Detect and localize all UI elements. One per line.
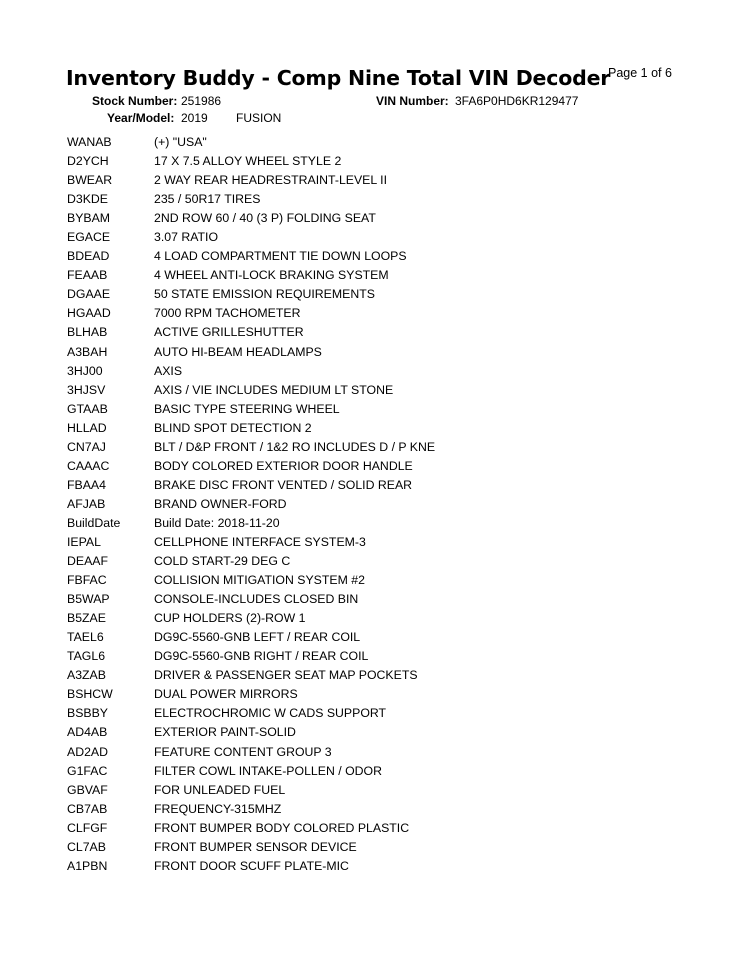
option-code: CLFGF bbox=[67, 820, 108, 835]
option-description: FRONT BUMPER BODY COLORED PLASTIC bbox=[154, 820, 410, 835]
option-code: CL7AB bbox=[67, 839, 106, 854]
option-code: G1FAC bbox=[67, 763, 108, 778]
option-description: BODY COLORED EXTERIOR DOOR HANDLE bbox=[154, 458, 413, 473]
option-description: 4 LOAD COMPARTMENT TIE DOWN LOOPS bbox=[154, 249, 407, 264]
stock-number-label: Stock Number: bbox=[92, 94, 178, 108]
option-description: FREQUENCY-315MHZ bbox=[154, 801, 282, 816]
option-code: AD2AD bbox=[67, 744, 109, 759]
option-code: BWEAR bbox=[67, 173, 113, 188]
option-description: DRIVER & PASSENGER SEAT MAP POCKETS bbox=[154, 668, 418, 683]
option-code: D2YCH bbox=[67, 154, 109, 169]
option-code: B5ZAE bbox=[67, 611, 106, 626]
option-code: CN7AJ bbox=[67, 439, 106, 454]
option-description: FRONT DOOR SCUFF PLATE-MIC bbox=[154, 858, 349, 873]
option-code: AFJAB bbox=[67, 496, 106, 511]
document-title: Inventory Buddy - Comp Nine Total VIN Decoder bbox=[66, 66, 611, 90]
option-description: 4 WHEEL ANTI-LOCK BRAKING SYSTEM bbox=[154, 268, 389, 283]
option-description: 50 STATE EMISSION REQUIREMENTS bbox=[154, 287, 375, 302]
option-description: BLIND SPOT DETECTION 2 bbox=[154, 420, 312, 435]
year-value: 2019 bbox=[181, 111, 208, 125]
option-description: COLD START-29 DEG C bbox=[154, 554, 291, 569]
option-code: BLHAB bbox=[67, 325, 108, 340]
option-description: FOR UNLEADED FUEL bbox=[154, 782, 286, 797]
option-code: A1PBN bbox=[67, 858, 108, 873]
option-code: EGACE bbox=[67, 230, 111, 245]
option-description: ACTIVE GRILLESHUTTER bbox=[154, 325, 304, 340]
option-code: HGAAD bbox=[67, 306, 111, 321]
option-code: BYBAM bbox=[67, 211, 111, 226]
option-description: 235 / 50R17 TIRES bbox=[154, 192, 261, 207]
option-description: 2ND ROW 60 / 40 (3 P) FOLDING SEAT bbox=[154, 211, 376, 226]
option-description: Build Date: 2018-11-20 bbox=[154, 515, 280, 530]
option-code: 3HJ00 bbox=[67, 363, 103, 378]
option-code: 3HJSV bbox=[67, 382, 106, 397]
option-code: CAAAC bbox=[67, 458, 110, 473]
option-code: DEAAF bbox=[67, 554, 108, 569]
page-indicator: Page 1 of 6 bbox=[608, 66, 672, 80]
option-description: 3.07 RATIO bbox=[154, 230, 219, 245]
option-code: D3KDE bbox=[67, 192, 109, 207]
option-description: COLLISION MITIGATION SYSTEM #2 bbox=[154, 573, 365, 588]
option-description: FRONT BUMPER SENSOR DEVICE bbox=[154, 839, 357, 854]
option-description: BRAND OWNER-FORD bbox=[154, 496, 287, 511]
option-code: A3ZAB bbox=[67, 668, 106, 683]
year-model-label: Year/Model: bbox=[107, 111, 175, 125]
option-description: AXIS bbox=[154, 363, 183, 378]
option-code: FBFAC bbox=[67, 573, 107, 588]
option-code: GTAAB bbox=[67, 401, 108, 416]
option-code: FBAA4 bbox=[67, 477, 106, 492]
vin-label: VIN Number: bbox=[376, 94, 449, 108]
option-description: 2 WAY REAR HEADRESTRAINT-LEVEL II bbox=[154, 173, 388, 188]
option-description: (+) "USA" bbox=[154, 135, 207, 149]
option-code: DGAAE bbox=[67, 287, 111, 302]
option-code: WANAB bbox=[67, 135, 112, 149]
option-description: AUTO HI-BEAM HEADLAMPS bbox=[154, 344, 322, 359]
model-value: FUSION bbox=[236, 111, 282, 125]
option-description: CELLPHONE INTERFACE SYSTEM-3 bbox=[154, 534, 366, 549]
option-description: DG9C-5560-GNB RIGHT / REAR COIL bbox=[154, 649, 369, 664]
option-description: BRAKE DISC FRONT VENTED / SOLID REAR bbox=[154, 477, 413, 492]
option-code: A3BAH bbox=[67, 344, 108, 359]
option-description: 7000 RPM TACHOMETER bbox=[154, 306, 301, 321]
option-description: FEATURE CONTENT GROUP 3 bbox=[154, 744, 332, 759]
option-code: CB7AB bbox=[67, 801, 108, 816]
option-description: EXTERIOR PAINT-SOLID bbox=[154, 725, 296, 740]
option-code: GBVAF bbox=[67, 782, 108, 797]
stock-number-value: 251986 bbox=[181, 94, 222, 108]
option-description: FILTER COWL INTAKE-POLLEN / ODOR bbox=[154, 763, 382, 778]
option-code: BuildDate bbox=[67, 515, 121, 530]
vin-value: 3FA6P0HD6KR129477 bbox=[455, 94, 579, 108]
option-code: IEPAL bbox=[67, 534, 101, 549]
option-description: AXIS / VIE INCLUDES MEDIUM LT STONE bbox=[154, 382, 394, 397]
option-description: ELECTROCHROMIC W CADS SUPPORT bbox=[154, 706, 387, 721]
option-code: BSBBY bbox=[67, 706, 109, 721]
option-description: CONSOLE-INCLUDES CLOSED BIN bbox=[154, 592, 359, 607]
option-code: HLLAD bbox=[67, 420, 107, 435]
option-code: AD4AB bbox=[67, 725, 108, 740]
option-code: BDEAD bbox=[67, 249, 110, 264]
option-description: BASIC TYPE STEERING WHEEL bbox=[154, 401, 340, 416]
option-code: BSHCW bbox=[67, 687, 113, 702]
option-code: TAEL6 bbox=[67, 630, 104, 645]
option-description: DG9C-5560-GNB LEFT / REAR COIL bbox=[154, 630, 361, 645]
option-code: TAGL6 bbox=[67, 649, 106, 664]
option-description: DUAL POWER MIRRORS bbox=[154, 687, 298, 702]
option-code: FEAAB bbox=[67, 268, 108, 283]
option-description: CUP HOLDERS (2)-ROW 1 bbox=[154, 611, 306, 626]
option-description: BLT / D&P FRONT / 1&2 RO INCLUDES D / P KNE bbox=[154, 439, 436, 454]
option-description: 17 X 7.5 ALLOY WHEEL STYLE 2 bbox=[154, 154, 342, 169]
option-code: B5WAP bbox=[67, 592, 110, 607]
